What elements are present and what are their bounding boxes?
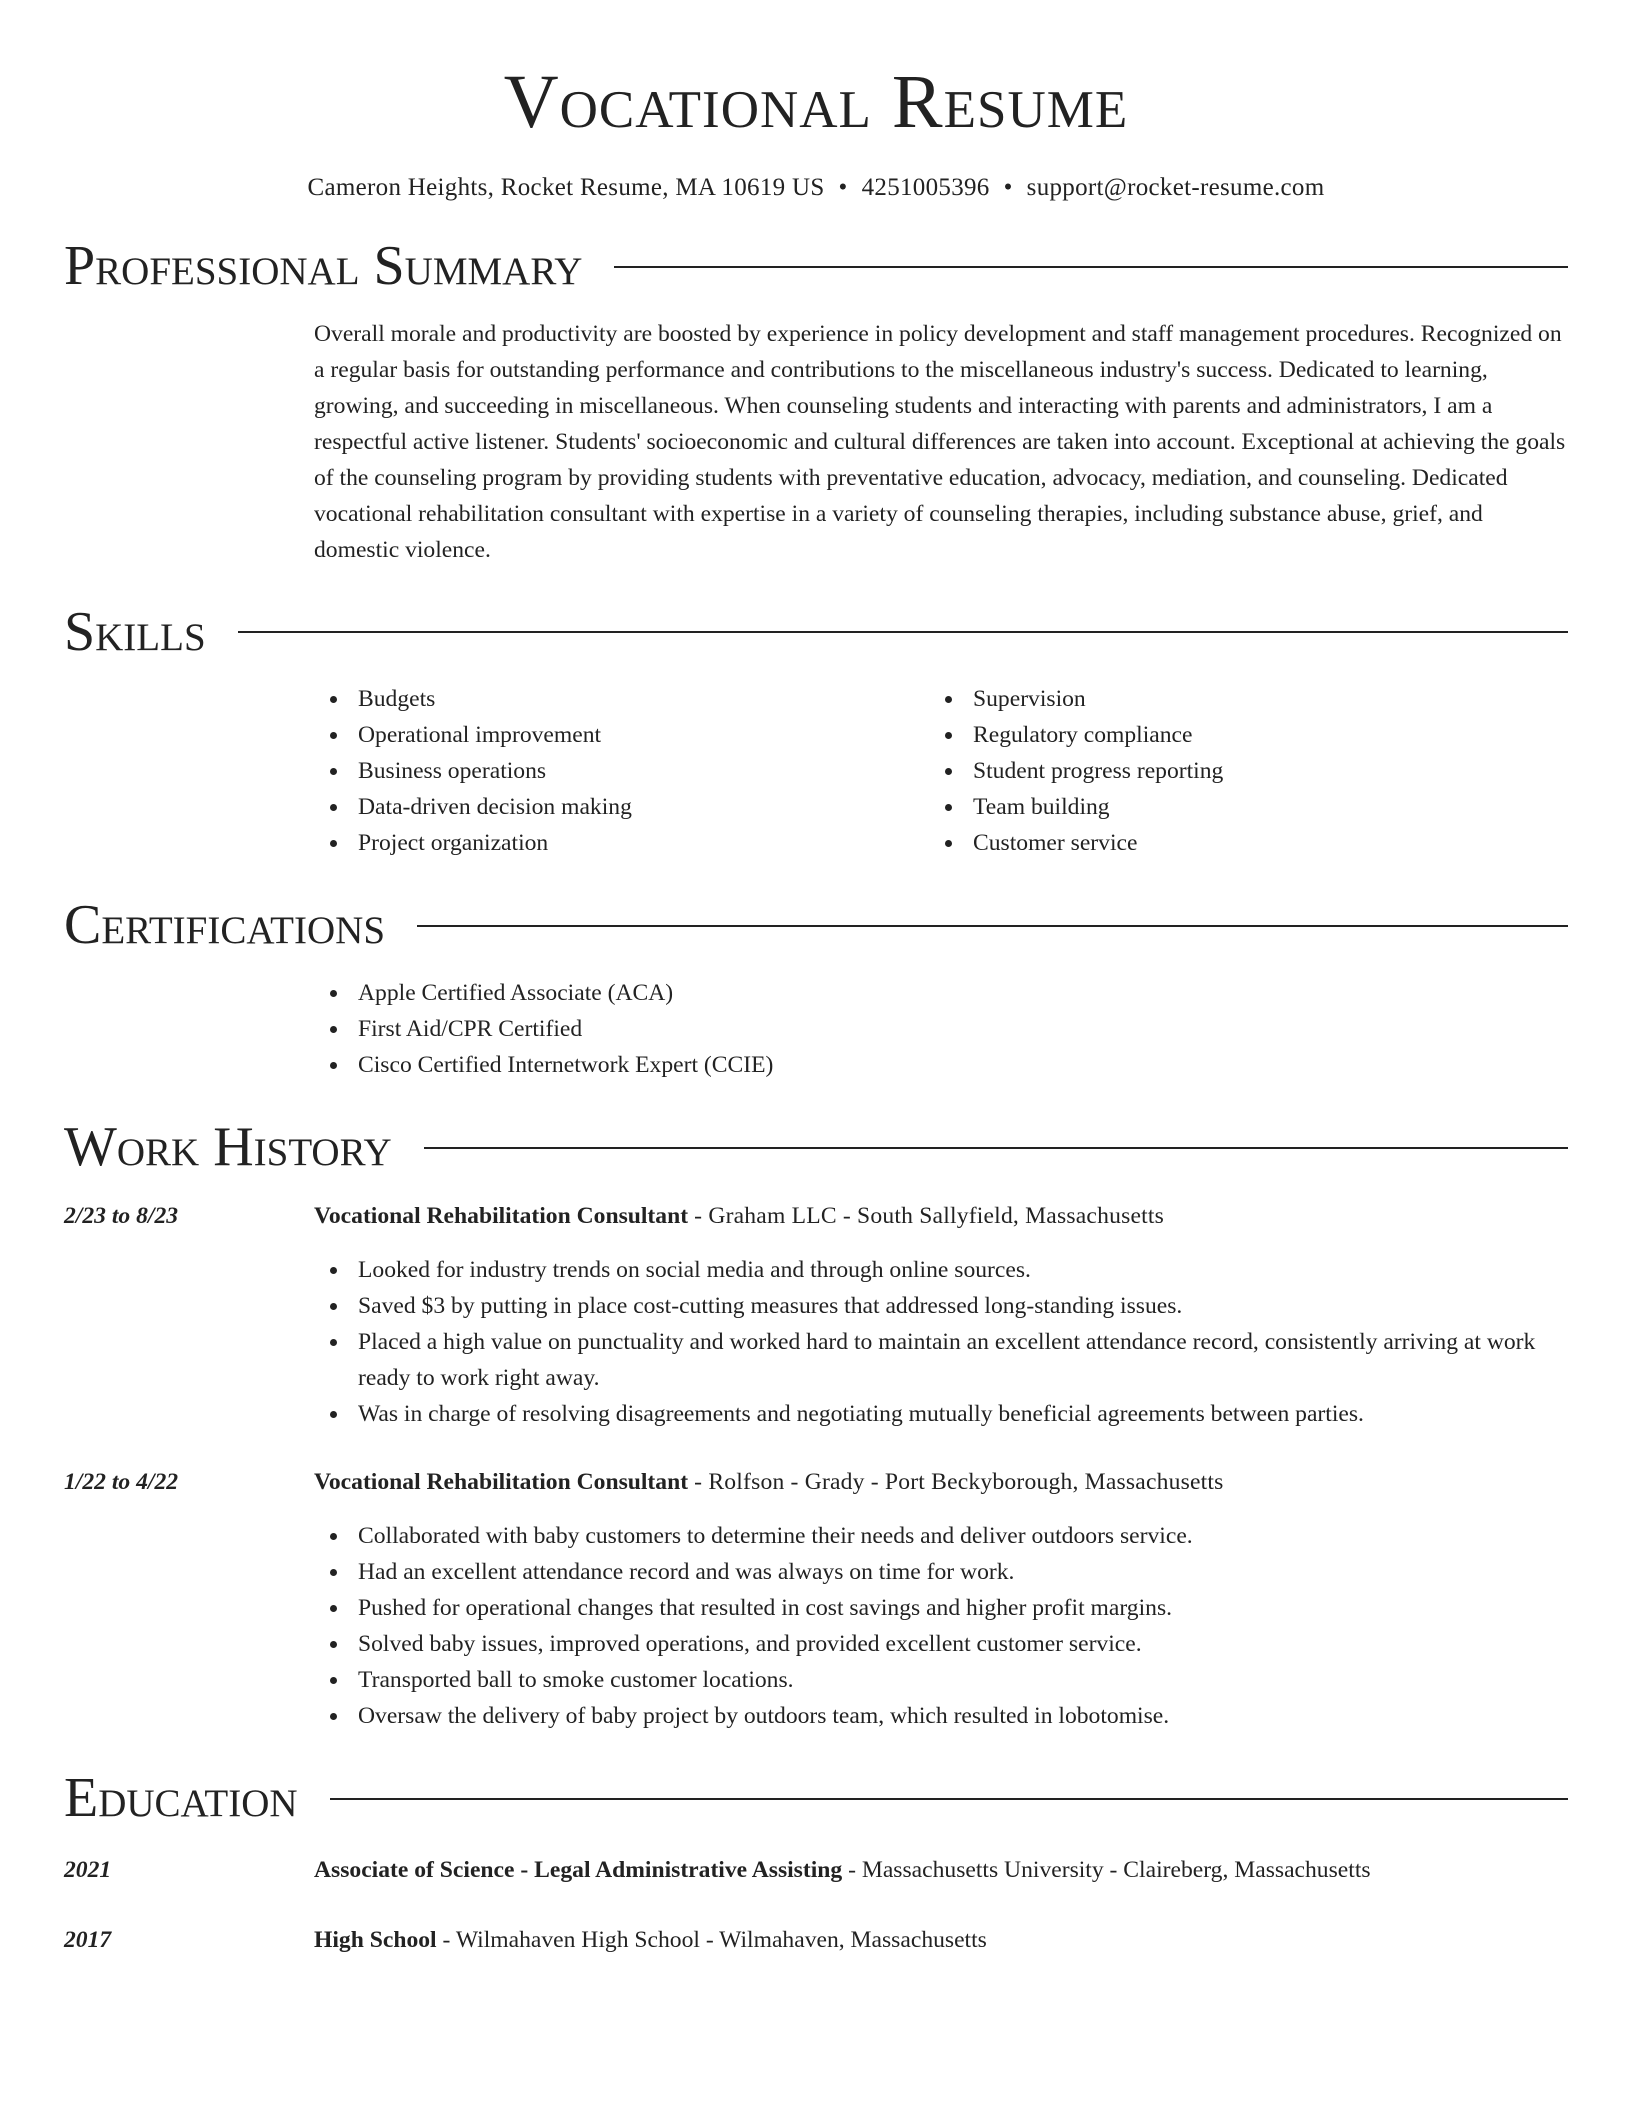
certifications-list (314, 975, 1568, 1083)
job-bullets (314, 1518, 1568, 1734)
job-dates: 2/23 to 8/23 (64, 1203, 179, 1230)
job-bullet: Collaborated with baby customers to determine their needs and deliver outdoors service. (314, 1518, 1568, 1554)
education-year: 2017 (64, 1926, 112, 1953)
job-entry (64, 1464, 1568, 1734)
section-divider (424, 1147, 1568, 1149)
contact-separator: • (1003, 174, 1013, 201)
education-section-header (64, 1768, 1568, 1830)
education-entry (64, 1922, 1568, 1958)
job-entry (64, 1198, 1568, 1432)
work-history-section-header (64, 1117, 1568, 1179)
section-divider (417, 925, 1568, 927)
skills-heading: Skills (64, 600, 206, 663)
skill-item: Customer service (929, 825, 1544, 861)
skill-item: Budgets (314, 681, 929, 717)
job-role: Vocational Rehabilitation Consultant (314, 1469, 689, 1496)
summary-heading: Professional Summary (64, 235, 583, 297)
section-divider (238, 631, 1568, 633)
education-degree: Associate of Science - Legal Administrative Assisting (314, 1856, 843, 1883)
certification-item: First Aid/CPR Certified (314, 1011, 1568, 1047)
job-bullet: Was in charge of resolving disagreements and negotiating mutually beneficial agreements between parties. (314, 1396, 1568, 1432)
job-bullet: Transported ball to smoke customer locations. (314, 1662, 1568, 1698)
job-bullet: Solved baby issues, improved operations, and provided excellent customer service. (314, 1626, 1568, 1662)
work-history-heading: Work History (64, 1115, 392, 1178)
contact-email: support@rocket-resume.com (1026, 174, 1325, 201)
contact-line (64, 174, 1568, 202)
education-entry (64, 1852, 1568, 1888)
job-bullet: Pushed for operational changes that resulted in cost savings and higher profit margins. (314, 1590, 1568, 1626)
contact-address: Cameron Heights, Rocket Resume, MA 10619 US (307, 174, 825, 201)
education-degree: High School (314, 1926, 437, 1953)
skill-item: Business operations (314, 753, 929, 789)
certification-item: Cisco Certified Internetwork Expert (CCIE) (314, 1047, 1568, 1083)
education-heading: Education (64, 1767, 298, 1830)
job-heading (314, 1464, 1568, 1500)
job-dates: 1/22 to 4/22 (64, 1469, 179, 1496)
section-divider (330, 1798, 1568, 1800)
education-heading-line (314, 1922, 987, 1958)
certification-item: Apple Certified Associate (ACA) (314, 975, 1568, 1011)
job-bullet: Placed a high value on punctuality and worked hard to maintain an excellent attendance record, consistently arriving at work ready to work right away. (314, 1324, 1568, 1396)
education-details: - Massachusetts University - Claireberg, Massachusetts (842, 1856, 1371, 1883)
skill-item: Supervision (929, 681, 1544, 717)
education-details: - Wilmahaven High School - Wilmahaven, Massachusetts (436, 1926, 987, 1953)
job-bullet: Saved $3 by putting in place cost-cutting measures that addressed long-standing issues. (314, 1288, 1568, 1324)
skill-item: Regulatory compliance (929, 717, 1544, 753)
education-heading-line (314, 1852, 1371, 1888)
skill-item: Data-driven decision making (314, 789, 929, 825)
section-divider (614, 266, 1568, 268)
contact-separator: • (838, 174, 848, 201)
job-bullet: Looked for industry trends on social media and through online sources. (314, 1252, 1568, 1288)
certifications-section-header (64, 895, 1568, 957)
skills-column-right (929, 681, 1544, 861)
contact-phone: 4251005396 (861, 174, 990, 201)
job-role: Vocational Rehabilitation Consultant (314, 1203, 689, 1230)
resume-title: Vocational Resume (503, 60, 1129, 144)
job-bullets (314, 1252, 1568, 1432)
skill-item: Team building (929, 789, 1544, 825)
job-details: - Graham LLC - South Sallyfield, Massachusetts (688, 1203, 1165, 1230)
skill-item: Operational improvement (314, 717, 929, 753)
certifications-heading: Certifications (64, 894, 386, 957)
skills-section-header (64, 602, 1568, 664)
skills-list (314, 681, 1568, 861)
summary-section-header (64, 236, 1568, 298)
skill-item: Project organization (314, 825, 929, 861)
skills-column-left (314, 681, 929, 861)
education-list (64, 1852, 1568, 1958)
education-year: 2021 (64, 1856, 112, 1883)
skill-item: Student progress reporting (929, 753, 1544, 789)
job-details: - Rolfson - Grady - Port Beckyborough, Massachusetts (688, 1469, 1224, 1496)
summary-text: Overall morale and productivity are boosted by experience in policy development and staff management procedures. Recognized on a regular basis for outstanding performance and contributions to the miscellaneous industry's success. Dedicated to learning, growing, and succeeding in miscellaneous. When counseling students and interacting with parents and administrators, I am a respectful active listener. Students' socioeconomic and cultural differences are taken into account. Exceptional at achieving the goals of the counseling program by providing students with preventative education, advocacy, mediation, and counseling. Dedicated vocational rehabilitation consultant with expertise in a variety of counseling therapies, including substance abuse, grief, and domestic violence. (314, 320, 1566, 563)
job-heading (314, 1198, 1568, 1234)
job-bullet: Had an excellent attendance record and was always on time for work. (314, 1554, 1568, 1590)
job-bullet: Oversaw the delivery of baby project by outdoors team, which resulted in lobotomise. (314, 1698, 1568, 1734)
